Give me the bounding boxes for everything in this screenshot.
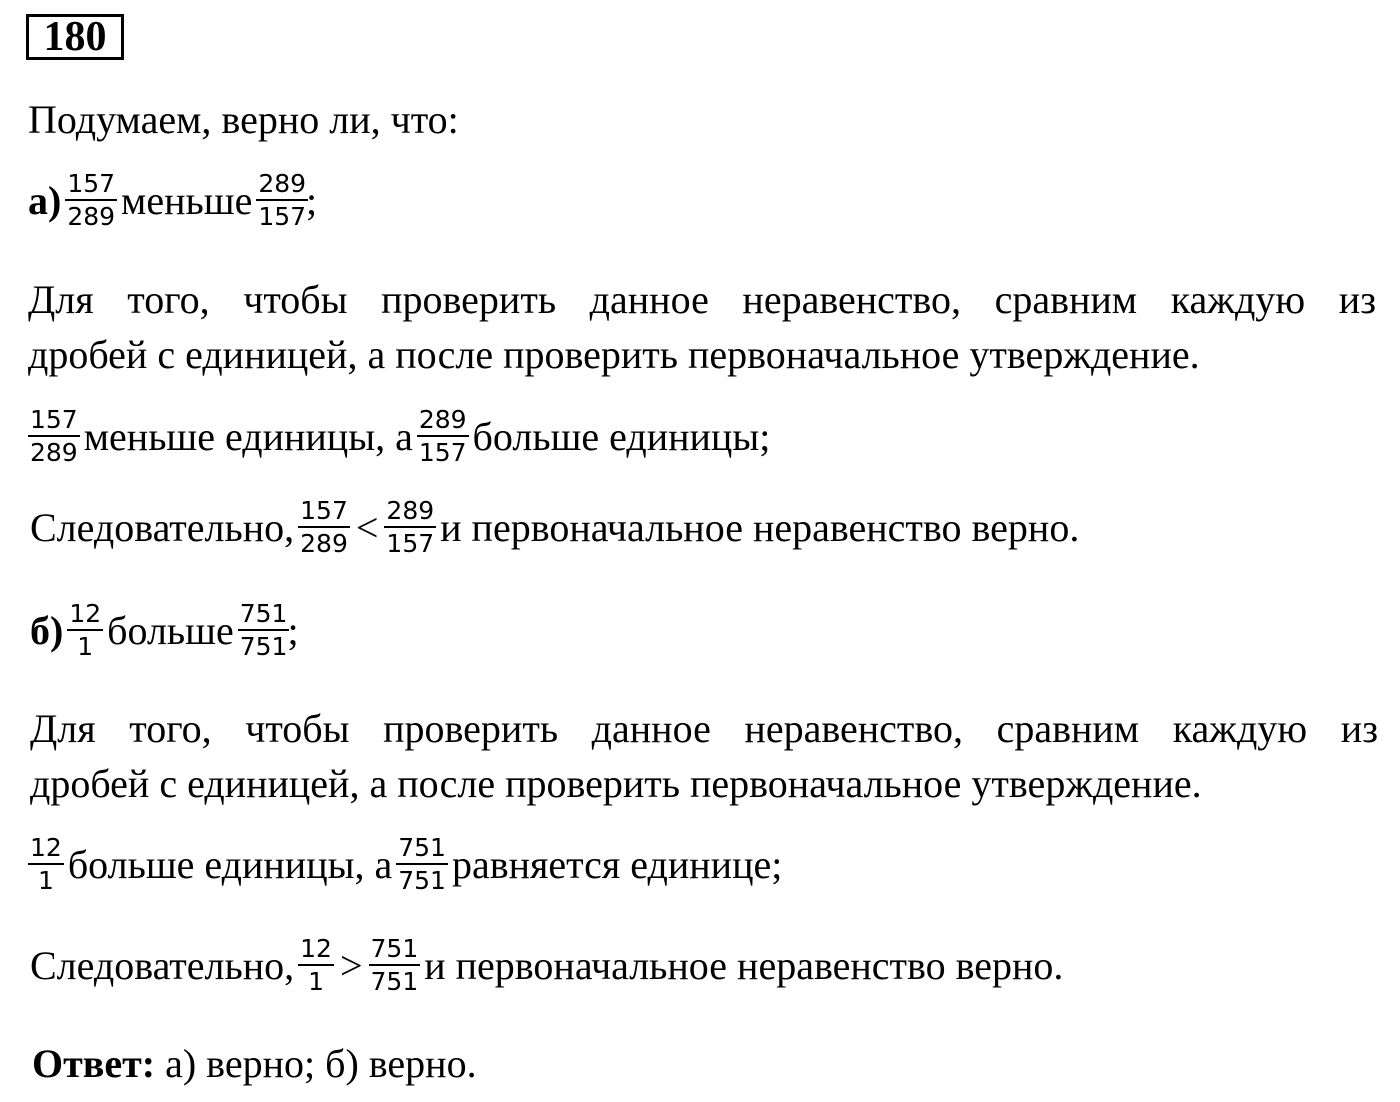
numerator: 751 — [398, 833, 446, 862]
intro-text: Подумаем, верно ли, что: — [28, 97, 459, 142]
denominator: 751 — [239, 632, 288, 661]
numerator: 12 — [300, 934, 332, 963]
numerator: 751 — [370, 934, 419, 963]
compare-text-2: равняется единице; — [451, 841, 783, 887]
less-than-sign: < — [355, 504, 379, 550]
greater-than-sign: > — [339, 942, 363, 988]
part-b-label: б) — [30, 607, 64, 653]
denominator: 751 — [370, 967, 419, 996]
numerator: 751 — [239, 599, 288, 628]
numerator: 157 — [300, 496, 348, 525]
numerator: 12 — [69, 599, 102, 628]
denominator: 157 — [418, 438, 467, 467]
comparison-word: больше — [107, 607, 234, 653]
numerator: 157 — [30, 405, 78, 434]
part-a-explain-line2: дробей с единицей, а после проверить первоначальное утверждение. — [28, 332, 1200, 377]
compare-text-2: больше единицы; — [472, 413, 771, 459]
part-a-explain-line1: Для того, чтобы проверить данное неравенство, сравним каждую из — [28, 277, 1376, 322]
conclusion-prefix: Следовательно, — [30, 504, 295, 550]
answer-label: Ответ: — [32, 1041, 156, 1086]
numerator: 12 — [30, 833, 62, 862]
denominator: 1 — [308, 967, 324, 996]
numerator: 289 — [258, 169, 307, 198]
fraction — [256, 170, 308, 230]
fraction — [298, 935, 334, 995]
semicolon: ; — [306, 177, 318, 223]
denominator: 1 — [77, 632, 94, 661]
denominator: 157 — [258, 202, 307, 231]
denominator: 289 — [30, 438, 78, 467]
semicolon: ; — [287, 607, 299, 653]
conclusion-suffix: и первоначальное неравенство верно. — [424, 942, 1064, 988]
compare-text-1: меньше единицы, а — [83, 413, 413, 459]
fraction — [384, 497, 436, 557]
numerator: 157 — [67, 169, 116, 198]
part-b-explain-line1: Для того, чтобы проверить данное неравенство, сравним каждую из — [30, 706, 1378, 751]
answer-line — [32, 1040, 477, 1087]
problem-number: 180 — [26, 14, 124, 60]
part-a-compare — [28, 406, 770, 466]
denominator: 289 — [300, 529, 348, 558]
fraction — [28, 406, 80, 466]
part-b-conclusion — [30, 935, 1063, 995]
part-b-statement — [30, 600, 299, 660]
numerator: 289 — [418, 405, 467, 434]
fraction — [396, 834, 448, 894]
denominator: 289 — [67, 202, 116, 231]
conclusion-suffix: и первоначальное неравенство верно. — [440, 504, 1080, 550]
part-a-label: а) — [28, 177, 62, 223]
denominator: 1 — [37, 866, 54, 895]
fraction — [238, 600, 290, 660]
fraction — [65, 170, 117, 230]
part-b-compare — [28, 834, 782, 894]
part-a-statement — [28, 170, 317, 230]
fraction — [28, 834, 64, 894]
answer-text: а) верно; б) верно. — [165, 1041, 477, 1086]
comparison-word: меньше — [121, 177, 253, 223]
denominator: 751 — [398, 866, 446, 895]
fraction — [67, 600, 103, 660]
numerator: 289 — [386, 496, 435, 525]
fraction — [369, 935, 421, 995]
denominator: 157 — [386, 529, 435, 558]
compare-text-1: больше единицы, а — [67, 841, 393, 887]
fraction — [417, 406, 469, 466]
part-a-conclusion — [30, 497, 1079, 557]
fraction — [298, 497, 350, 557]
conclusion-prefix: Следовательно, — [30, 942, 295, 988]
part-b-explain-line2: дробей с единицей, а после проверить первоначальное утверждение. — [30, 761, 1202, 806]
